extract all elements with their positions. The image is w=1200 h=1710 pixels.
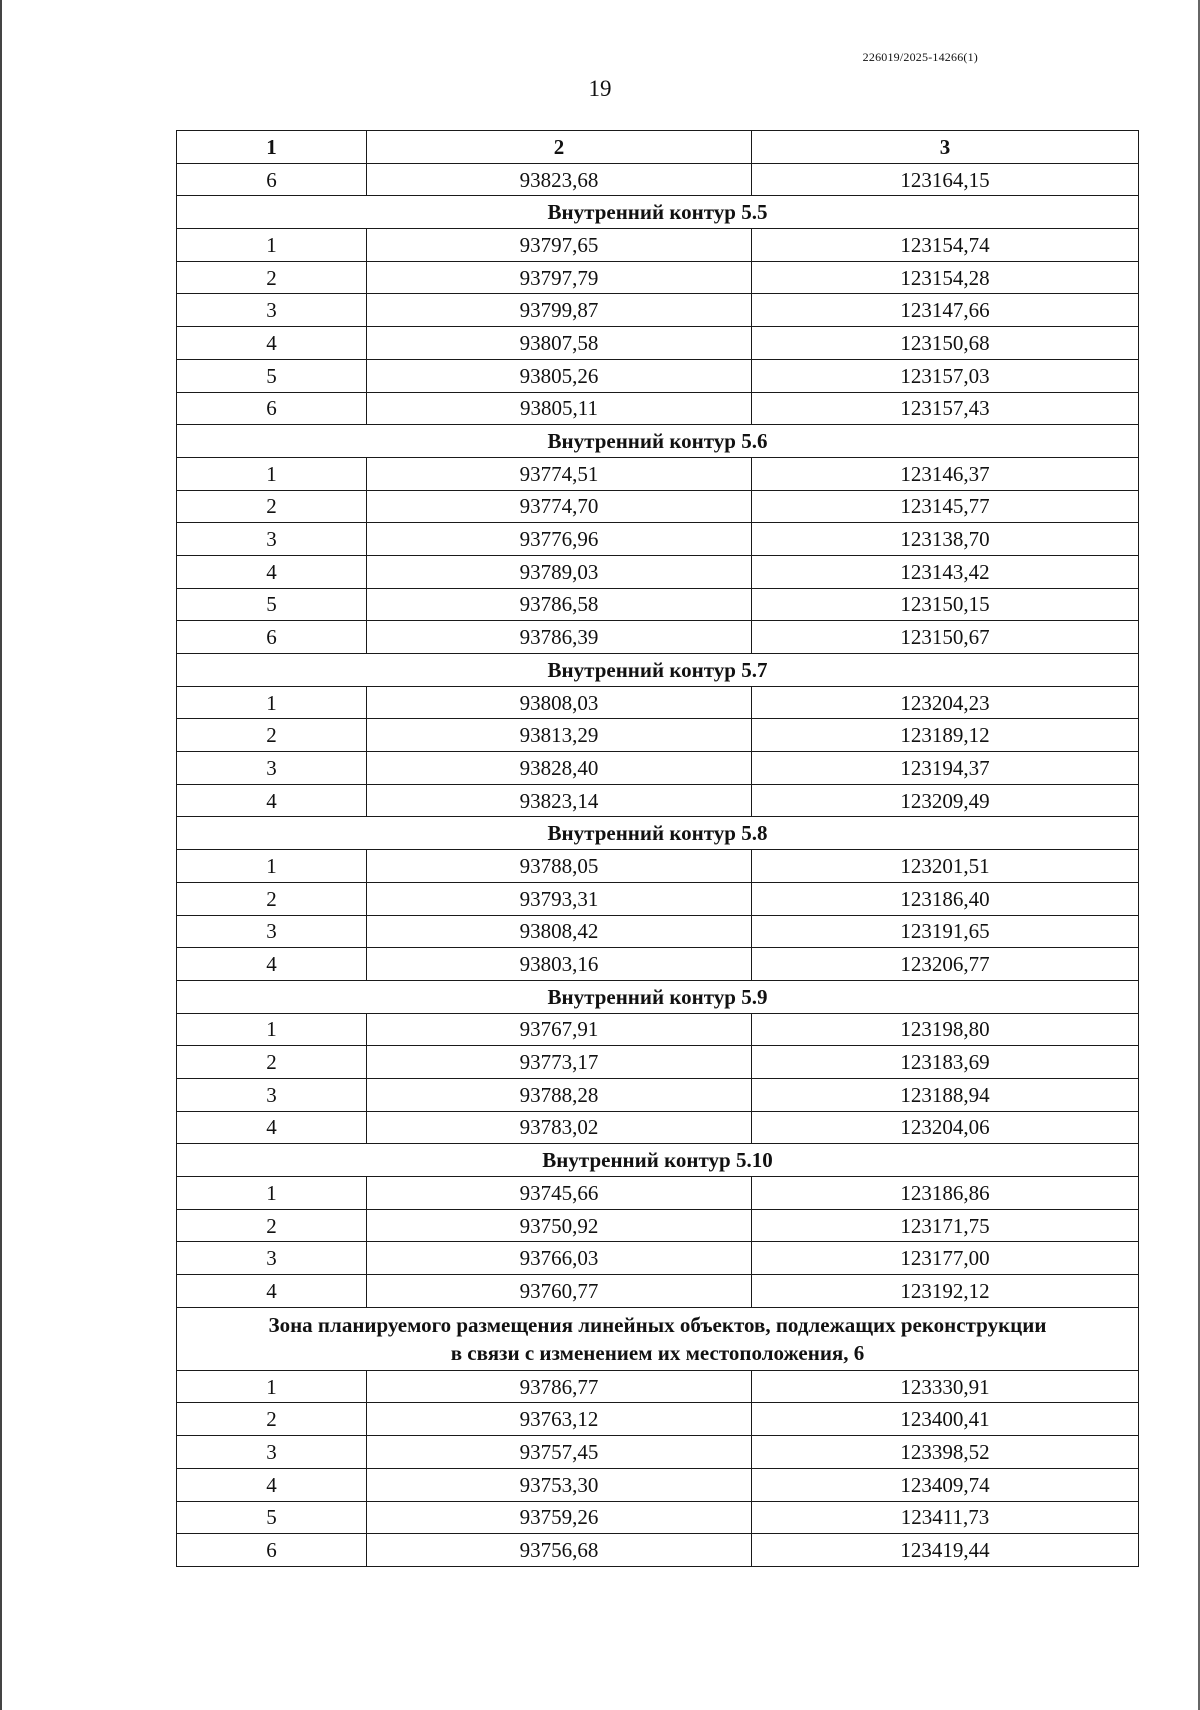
table-row <box>177 1468 1139 1501</box>
x-coordinate-cell: 93788,28 <box>367 1078 752 1111</box>
x-coordinate-cell: 93745,66 <box>367 1177 752 1210</box>
y-coordinate-cell: 123194,37 <box>752 752 1139 785</box>
x-coordinate-cell: 93786,39 <box>367 621 752 654</box>
x-coordinate-cell: 93774,51 <box>367 457 752 490</box>
x-coordinate-cell: 93759,26 <box>367 1501 752 1534</box>
point-number-cell: 1 <box>177 1177 367 1210</box>
table-row <box>177 1403 1139 1436</box>
y-coordinate-cell: 123204,23 <box>752 686 1139 719</box>
y-coordinate-cell: 123400,41 <box>752 1403 1139 1436</box>
table-row <box>177 1370 1139 1403</box>
point-number-cell: 3 <box>177 1242 367 1275</box>
x-coordinate-cell: 93788,05 <box>367 850 752 883</box>
section-header-row <box>177 654 1139 687</box>
table-row <box>177 327 1139 360</box>
table-row <box>177 294 1139 327</box>
table-row <box>177 359 1139 392</box>
y-coordinate-cell: 123186,40 <box>752 882 1139 915</box>
point-number-cell: 1 <box>177 1013 367 1046</box>
table-row <box>177 1111 1139 1144</box>
table-row <box>177 261 1139 294</box>
table-row <box>177 948 1139 981</box>
table-row <box>177 1209 1139 1242</box>
x-coordinate-cell: 93786,58 <box>367 588 752 621</box>
section-title: Внутренний контур 5.5 <box>177 196 1139 229</box>
x-coordinate-cell: 93789,03 <box>367 555 752 588</box>
point-number-cell: 4 <box>177 784 367 817</box>
point-number-cell: 4 <box>177 555 367 588</box>
section-title: Внутренний контур 5.7 <box>177 654 1139 687</box>
x-coordinate-cell: 93807,58 <box>367 327 752 360</box>
table-row <box>177 163 1139 196</box>
section-title <box>177 1307 1139 1370</box>
table-row <box>177 621 1139 654</box>
point-number-cell: 1 <box>177 1370 367 1403</box>
table-row <box>177 1275 1139 1308</box>
y-coordinate-cell: 123189,12 <box>752 719 1139 752</box>
coordinates-table <box>176 130 1139 1567</box>
x-coordinate-cell: 93813,29 <box>367 719 752 752</box>
x-coordinate-cell: 93805,11 <box>367 392 752 425</box>
table-row <box>177 719 1139 752</box>
y-coordinate-cell: 123398,52 <box>752 1436 1139 1469</box>
table-row <box>177 1534 1139 1567</box>
y-coordinate-cell: 123419,44 <box>752 1534 1139 1567</box>
section-header-row <box>177 1307 1139 1370</box>
section-title-line-2: в связи с изменением их местоположения, 6 <box>450 1340 865 1365</box>
point-number-cell: 1 <box>177 850 367 883</box>
x-coordinate-cell: 93773,17 <box>367 1046 752 1079</box>
table-row <box>177 1078 1139 1111</box>
point-number-cell: 1 <box>177 229 367 262</box>
y-coordinate-cell: 123150,67 <box>752 621 1139 654</box>
x-coordinate-cell: 93757,45 <box>367 1436 752 1469</box>
x-coordinate-cell: 93753,30 <box>367 1468 752 1501</box>
table-body <box>177 163 1139 1566</box>
x-coordinate-cell: 93828,40 <box>367 752 752 785</box>
x-coordinate-cell: 93763,12 <box>367 1403 752 1436</box>
section-header-row <box>177 980 1139 1013</box>
point-number-cell: 3 <box>177 1436 367 1469</box>
x-coordinate-cell: 93786,77 <box>367 1370 752 1403</box>
point-number-cell: 3 <box>177 294 367 327</box>
y-coordinate-cell: 123411,73 <box>752 1501 1139 1534</box>
point-number-cell: 1 <box>177 457 367 490</box>
table-row <box>177 915 1139 948</box>
table-row <box>177 1436 1139 1469</box>
y-coordinate-cell: 123201,51 <box>752 850 1139 883</box>
y-coordinate-cell: 123143,42 <box>752 555 1139 588</box>
y-coordinate-cell: 123409,74 <box>752 1468 1139 1501</box>
x-coordinate-cell: 93760,77 <box>367 1275 752 1308</box>
x-coordinate-cell: 93767,91 <box>367 1013 752 1046</box>
x-coordinate-cell: 93823,14 <box>367 784 752 817</box>
y-coordinate-cell: 123157,03 <box>752 359 1139 392</box>
table-row <box>177 1177 1139 1210</box>
point-number-cell: 2 <box>177 1046 367 1079</box>
x-coordinate-cell: 93797,65 <box>367 229 752 262</box>
point-number-cell: 2 <box>177 1403 367 1436</box>
section-title: Внутренний контур 5.8 <box>177 817 1139 850</box>
point-number-cell: 2 <box>177 882 367 915</box>
table-row <box>177 523 1139 556</box>
point-number-cell: 6 <box>177 163 367 196</box>
y-coordinate-cell: 123150,68 <box>752 327 1139 360</box>
table-row <box>177 686 1139 719</box>
section-header-row <box>177 425 1139 458</box>
point-number-cell: 4 <box>177 1468 367 1501</box>
point-number-cell: 3 <box>177 523 367 556</box>
table-row <box>177 555 1139 588</box>
point-number-cell: 2 <box>177 719 367 752</box>
point-number-cell: 4 <box>177 327 367 360</box>
section-title: Внутренний контур 5.9 <box>177 980 1139 1013</box>
y-coordinate-cell: 123198,80 <box>752 1013 1139 1046</box>
y-coordinate-cell: 123330,91 <box>752 1370 1139 1403</box>
x-coordinate-cell: 93750,92 <box>367 1209 752 1242</box>
point-number-cell: 4 <box>177 1275 367 1308</box>
section-title-line-1: Зона планируемого размещения линейных объектов, подлежащих реконструкции <box>268 1312 1047 1337</box>
point-number-cell: 5 <box>177 359 367 392</box>
table-row <box>177 1242 1139 1275</box>
table-header-row <box>177 131 1139 164</box>
x-coordinate-cell: 93783,02 <box>367 1111 752 1144</box>
y-coordinate-cell: 123206,77 <box>752 948 1139 981</box>
point-number-cell: 6 <box>177 1534 367 1567</box>
x-coordinate-cell: 93805,26 <box>367 359 752 392</box>
section-header-row <box>177 196 1139 229</box>
section-header-row <box>177 1144 1139 1177</box>
y-coordinate-cell: 123146,37 <box>752 457 1139 490</box>
section-header-row <box>177 817 1139 850</box>
point-number-cell: 3 <box>177 752 367 785</box>
section-title: Внутренний контур 5.10 <box>177 1144 1139 1177</box>
point-number-cell: 2 <box>177 490 367 523</box>
y-coordinate-cell: 123154,74 <box>752 229 1139 262</box>
y-coordinate-cell: 123177,00 <box>752 1242 1139 1275</box>
y-coordinate-cell: 123164,15 <box>752 163 1139 196</box>
point-number-cell: 3 <box>177 1078 367 1111</box>
x-coordinate-cell: 93793,31 <box>367 882 752 915</box>
x-coordinate-cell: 93823,68 <box>367 163 752 196</box>
table-row <box>177 752 1139 785</box>
x-coordinate-cell: 93797,79 <box>367 261 752 294</box>
y-coordinate-cell: 123209,49 <box>752 784 1139 817</box>
table-row <box>177 1046 1139 1079</box>
y-coordinate-cell: 123186,86 <box>752 1177 1139 1210</box>
scan-edge-left <box>0 0 2 1710</box>
point-number-cell: 2 <box>177 1209 367 1242</box>
y-coordinate-cell: 123191,65 <box>752 915 1139 948</box>
table-row <box>177 457 1139 490</box>
point-number-cell: 4 <box>177 948 367 981</box>
x-coordinate-cell: 93776,96 <box>367 523 752 556</box>
y-coordinate-cell: 123157,43 <box>752 392 1139 425</box>
table-row <box>177 588 1139 621</box>
table-row <box>177 229 1139 262</box>
column-header-1: 1 <box>177 131 367 164</box>
table-row <box>177 392 1139 425</box>
column-header-3: 3 <box>752 131 1139 164</box>
point-number-cell: 3 <box>177 915 367 948</box>
y-coordinate-cell: 123154,28 <box>752 261 1139 294</box>
table-row <box>177 490 1139 523</box>
table-row <box>177 882 1139 915</box>
section-title: Внутренний контур 5.6 <box>177 425 1139 458</box>
document-id: 226019/2025-14266(1) <box>862 50 978 64</box>
x-coordinate-cell: 93808,03 <box>367 686 752 719</box>
point-number-cell: 5 <box>177 1501 367 1534</box>
x-coordinate-cell: 93766,03 <box>367 1242 752 1275</box>
y-coordinate-cell: 123188,94 <box>752 1078 1139 1111</box>
y-coordinate-cell: 123183,69 <box>752 1046 1139 1079</box>
table-row <box>177 850 1139 883</box>
x-coordinate-cell: 93756,68 <box>367 1534 752 1567</box>
y-coordinate-cell: 123147,66 <box>752 294 1139 327</box>
point-number-cell: 2 <box>177 261 367 294</box>
point-number-cell: 4 <box>177 1111 367 1144</box>
x-coordinate-cell: 93803,16 <box>367 948 752 981</box>
table-row <box>177 1501 1139 1534</box>
x-coordinate-cell: 93774,70 <box>367 490 752 523</box>
point-number-cell: 6 <box>177 392 367 425</box>
table-row <box>177 1013 1139 1046</box>
y-coordinate-cell: 123192,12 <box>752 1275 1139 1308</box>
point-number-cell: 5 <box>177 588 367 621</box>
table-row <box>177 784 1139 817</box>
x-coordinate-cell: 93808,42 <box>367 915 752 948</box>
x-coordinate-cell: 93799,87 <box>367 294 752 327</box>
y-coordinate-cell: 123171,75 <box>752 1209 1139 1242</box>
y-coordinate-cell: 123145,77 <box>752 490 1139 523</box>
y-coordinate-cell: 123138,70 <box>752 523 1139 556</box>
y-coordinate-cell: 123204,06 <box>752 1111 1139 1144</box>
point-number-cell: 1 <box>177 686 367 719</box>
page-number: 19 <box>588 76 612 101</box>
y-coordinate-cell: 123150,15 <box>752 588 1139 621</box>
point-number-cell: 6 <box>177 621 367 654</box>
column-header-2: 2 <box>367 131 752 164</box>
